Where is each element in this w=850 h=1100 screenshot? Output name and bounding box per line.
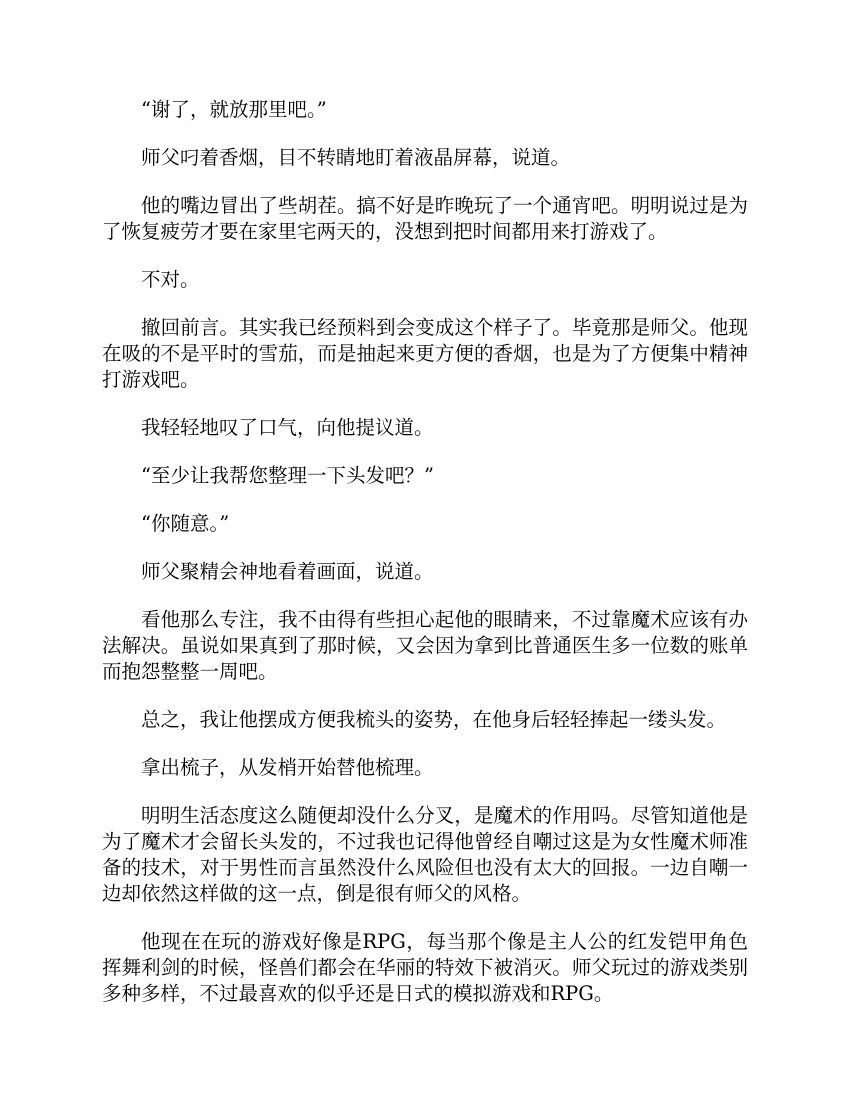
paragraph: “你随意。” (141, 512, 230, 535)
paragraph: 撤回前言。其实我已经预料到会变成这个样子了。毕竟那是师父。他现在吸的不是平时的雪茄，而是抽起来更方便的香烟，也是为了方便集中精神打游戏吧。 (102, 316, 748, 391)
paragraph: 总之，我让他摆成方便我梳头的姿势，在他身后轻轻捧起一缕头发。 (141, 708, 727, 731)
paragraph: “至少让我帮您整理一下头发吧？” (141, 464, 434, 487)
paragraph: 看他那么专注，我不由得有些担心起他的眼睛来，不过靠魔术应该有办法解决。虽说如果真到了那时候，又会因为拿到比普通医生多一位数的账单而抱怨整整一周吧。 (102, 608, 748, 683)
paragraph: 不对。 (141, 268, 200, 291)
document-page (102, 97, 748, 1007)
paragraph: “谢了，就放那里吧。” (141, 98, 327, 121)
paragraph: 明明生活态度这么随便却没什么分叉，是魔术的作用吗。尽管知道他是为了魔术才会留长头发的，不过我也记得他曾经自嘲过这是为女性魔术师准备的技术，对于男性而言虽然没什么风险但也没有太大的回报。一边自嘲一边却依然这样做的这一点，倒是很有师父的风格。 (102, 804, 748, 905)
paragraph: 拿出梳子，从发梢开始替他梳理。 (141, 756, 434, 779)
paragraph: 我轻轻地叹了口气，向他提议道。 (141, 416, 434, 439)
paragraph: 他现在在玩的游戏好像是RPG，每当那个像是主人公的红发铠甲角色挥舞利剑的时候，怪兽们都会在华丽的特效下被消灭。师父玩过的游戏类别多种多样，不过最喜欢的似乎还是日式的模拟游戏和RPG。 (102, 930, 748, 1005)
paragraph: 师父叼着香烟，目不转睛地盯着液晶屏幕，说道。 (141, 146, 571, 169)
paragraph: 师父聚精会神地看着画面，说道。 (141, 560, 434, 583)
paragraph: 他的嘴边冒出了些胡茬。搞不好是昨晚玩了一个通宵吧。明明说过是为了恢复疲劳才要在家里宅两天的，没想到把时间都用来打游戏了。 (102, 194, 748, 243)
